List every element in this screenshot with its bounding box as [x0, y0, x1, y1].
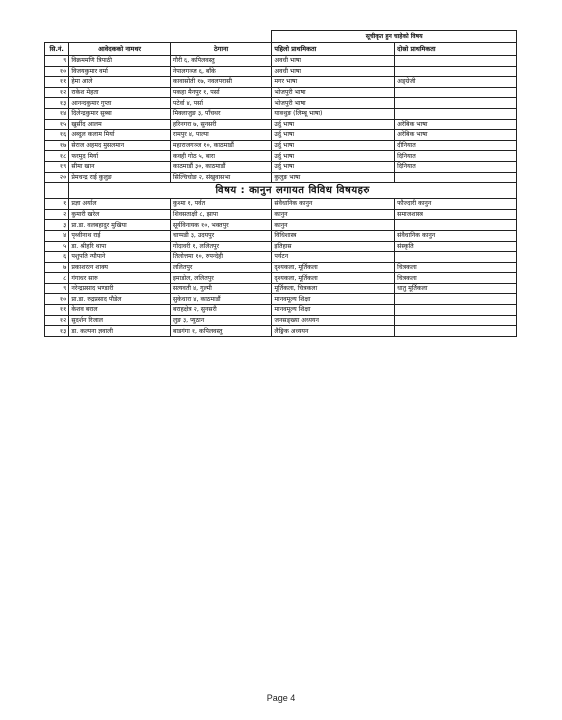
cell-s2: संवैधानिक कानुन: [395, 230, 517, 241]
cell-address: पटेर्वा ४, पर्सा: [170, 98, 272, 109]
cell-address: कुश्मा १, पर्वत: [170, 199, 272, 210]
cell-address: शिवसताक्षी ८, झापा: [170, 209, 272, 220]
table-row: [45, 262, 517, 273]
cell-sn: १७: [45, 140, 69, 151]
cell-address: लुङ ३, प्युठान: [170, 315, 272, 326]
cell-s2: अङ्ग्रेजी: [395, 77, 517, 88]
cell-name: विक्रममणि त्रिपाठी: [69, 56, 171, 67]
cell-s2: [395, 56, 517, 67]
cell-s2: धातु मूर्तिकला: [395, 283, 517, 294]
cell-s1: कानुन: [272, 220, 395, 231]
cell-s2: [395, 87, 517, 98]
cell-address: बाडगंगा १, कपिलवस्तु: [170, 326, 272, 337]
cell-name: विजयकुमार वर्मा: [69, 66, 171, 77]
cell-s2: [395, 294, 517, 305]
cell-name: आनन्दकुमार गुप्ता: [69, 98, 171, 109]
cell-s1: दृश्यकला, मूर्तिकला: [272, 262, 395, 273]
cell-sn: ३: [45, 220, 69, 231]
cell-s2: [395, 66, 517, 77]
cell-s1: मगर भाषा: [272, 77, 395, 88]
cell-name: सुदर्शन रिजाल: [69, 315, 171, 326]
cell-sn: २: [45, 209, 69, 220]
section-title: विषय : कानुन लगायत विविध विषयहरु: [69, 183, 517, 199]
table-row: [45, 66, 517, 77]
subjects-group-header: सूचीकृत हुन चाहेको विषय: [272, 31, 517, 43]
cell-name: पशुपति न्यौपाने: [69, 252, 171, 263]
cell-sn: १०: [45, 66, 69, 77]
cell-s1: लैङ्गिक अध्ययन: [272, 326, 395, 337]
page-number: Page 4: [266, 693, 296, 703]
cell-address: ललितपुर: [170, 262, 272, 273]
cell-name: प्रज्ञा अर्याल: [69, 199, 171, 210]
cell-sn: ४: [45, 230, 69, 241]
cell-address: गौरी ६, कपिलवस्तु: [170, 56, 272, 67]
cell-sn: १२: [45, 87, 69, 98]
cell-address: तिलोत्तमा १०, रुपन्देही: [170, 252, 272, 263]
cell-s1: मूर्तिकला, चित्रकला: [272, 283, 395, 294]
cell-s2: चित्रकला: [395, 262, 517, 273]
header-first-priority: पहिलो प्राथमिकता: [272, 43, 395, 56]
table-row: [45, 252, 517, 263]
cell-s2: दिनियात: [395, 151, 517, 162]
cell-address: मिक्लाजुङ ३, पाँचथर: [170, 108, 272, 119]
cell-address: गोदावरी १, ललितपुर: [170, 241, 272, 252]
cell-sn: ९: [45, 56, 69, 67]
cell-address: बराहक्षेत्र २, सुनसरी: [170, 305, 272, 316]
cell-s2: [395, 305, 517, 316]
cell-address: नेपालगञ्ज ६, बाँके: [170, 66, 272, 77]
cell-sn: ११: [45, 77, 69, 88]
cell-address: कवही गोठ ५, बारा: [170, 151, 272, 162]
cell-s2: [395, 108, 517, 119]
cell-s1: उर्दु भाषा: [272, 161, 395, 172]
cell-sn: ५: [45, 241, 69, 252]
cell-sn: ६: [45, 252, 69, 263]
cell-s2: [395, 326, 517, 337]
cell-s2: संस्कृति: [395, 241, 517, 252]
cell-address: हरिनगरा ७, सुनसरी: [170, 119, 272, 130]
cell-s1: भोजपुरी भाषा: [272, 87, 395, 98]
cell-address: सिल्चिचोङ २, संखुवासभा: [170, 172, 272, 183]
header-sn: सि.नं.: [45, 43, 69, 56]
cell-s2: दीनियात: [395, 140, 517, 151]
cell-sn: २०: [45, 172, 69, 183]
cell-s1: उर्दु भाषा: [272, 151, 395, 162]
cell-s1: मानवमूल्य शिक्षा: [272, 305, 395, 316]
cell-name: गंगाधर सारु: [69, 273, 171, 284]
header-name: आवेदकको नामथर: [69, 43, 171, 56]
table-row: [45, 98, 517, 109]
cell-sn: ११: [45, 305, 69, 316]
cell-s2: समाजशास्त्र: [395, 209, 517, 220]
table-header-row: [45, 43, 517, 56]
cell-name: प्रकाशरत्न शाक्य: [69, 262, 171, 273]
table-row: [45, 119, 517, 130]
cell-s1: जनसङ्ख्या अध्ययन: [272, 315, 395, 326]
table-row: [45, 326, 517, 337]
cell-s2: अरेबिक भाषा: [395, 130, 517, 141]
cell-sn: १३: [45, 98, 69, 109]
cell-address: पकहा मैनपुर १, पर्सा: [170, 87, 272, 98]
cell-name: हेमा आले: [69, 77, 171, 88]
table-row: [45, 199, 517, 210]
cell-s1: विधिशास्त्र: [272, 230, 395, 241]
document-page: [44, 30, 517, 337]
cell-sn: १८: [45, 151, 69, 162]
cell-s1: संवैधानिक कानुन: [272, 199, 395, 210]
cell-s1: उर्दु भाषा: [272, 140, 395, 151]
cell-sn: १४: [45, 108, 69, 119]
table-row: [45, 273, 517, 284]
cell-name: नरेन्द्रप्रसाद भण्डारी: [69, 283, 171, 294]
cell-address: इमाडोल, ललितपुर: [170, 273, 272, 284]
cell-sn: १: [45, 199, 69, 210]
cell-address: कावासोती १७, नवलपरासी: [170, 77, 272, 88]
cell-sn: १०: [45, 294, 69, 305]
cell-name: डा. कल्पना ज्ञवाली: [69, 326, 171, 337]
cell-name: डा. श्रीहरि थापा: [69, 241, 171, 252]
cell-sn: १२: [45, 315, 69, 326]
cell-s1: कुलुङ भाषा: [272, 172, 395, 183]
table-row: [45, 294, 517, 305]
cell-s1: मानवमूल्य शिक्षा: [272, 294, 395, 305]
cell-s2: [395, 172, 517, 183]
cell-address: सत्यवती ४, गुल्मी: [170, 283, 272, 294]
table-row: [45, 161, 517, 172]
table-row: [45, 172, 517, 183]
cell-s1: इतिहास: [272, 241, 395, 252]
cell-s1: दृश्यकला, मूर्तिकला: [272, 273, 395, 284]
cell-name: खुर्सीद आलम: [69, 119, 171, 130]
applicants-table: [44, 30, 517, 337]
cell-s1: भोजपुरी भाषा: [272, 98, 395, 109]
table-row: [45, 108, 517, 119]
subjects-group-header-row: [45, 31, 517, 43]
cell-name: सीमा खान: [69, 161, 171, 172]
cell-address: सूर्यविनायक १०, भक्तपुर: [170, 220, 272, 231]
cell-name: केशव बराल: [69, 305, 171, 316]
table-row: [45, 315, 517, 326]
cell-sn: १६: [45, 130, 69, 141]
cell-name: सेराज अहमद मुसलमान: [69, 140, 171, 151]
cell-address: चाप्पडी ३, उदयपुर: [170, 230, 272, 241]
cell-s1: उर्दु भाषा: [272, 119, 395, 130]
section-header-row: [45, 183, 517, 199]
cell-name: अब्दुल कलाम मिर्या: [69, 130, 171, 141]
cell-name: राकेश मेहता: [69, 87, 171, 98]
cell-address: सुकेधारा ४, काठमाडौं: [170, 294, 272, 305]
cell-s2: चित्रकला: [395, 273, 517, 284]
table-row: [45, 77, 517, 88]
cell-name: कुमारी खरेल: [69, 209, 171, 220]
section-blank-cell: [45, 183, 69, 199]
cell-s2: दिनियात: [395, 161, 517, 172]
cell-sn: १३: [45, 326, 69, 337]
cell-address: रामपुर ४, पाल्पा: [170, 130, 272, 141]
table-row: [45, 220, 517, 231]
cell-name: प्रेमचन्द्र राई कुलुङ: [69, 172, 171, 183]
cell-sn: १९: [45, 161, 69, 172]
cell-s2: अरेबिक भाषा: [395, 119, 517, 130]
cell-address: काठमाडौं ३०, काठमाडौं: [170, 161, 272, 172]
cell-sn: ८: [45, 273, 69, 284]
cell-name: पृथ्वीनाथ राई: [69, 230, 171, 241]
cell-address: महाराजगञ्ज १०, काठमाडौं: [170, 140, 272, 151]
cell-sn: १५: [45, 119, 69, 130]
header-address: ठेगाना: [170, 43, 272, 56]
cell-s2: फौज्दारी कानुन: [395, 199, 517, 210]
cell-name: प्रा.डा. रुद्रप्रसाद पौडेल: [69, 294, 171, 305]
cell-sn: ७: [45, 262, 69, 273]
cell-s1: उर्दु भाषा: [272, 130, 395, 141]
cell-s2: [395, 252, 517, 263]
cell-s1: अवधी भाषा: [272, 66, 395, 77]
cell-sn: ९: [45, 283, 69, 294]
table-row: [45, 151, 517, 162]
header-second-priority: दोस्रो प्राथमिकता: [395, 43, 517, 56]
cell-s2: [395, 315, 517, 326]
table-row: [45, 130, 517, 141]
cell-s2: [395, 220, 517, 231]
table-row: [45, 283, 517, 294]
table-row: [45, 140, 517, 151]
cell-s1: याक्थुङ (लिम्बू भाषा): [272, 108, 395, 119]
cell-s1: पर्यटन: [272, 252, 395, 263]
table-row: [45, 56, 517, 67]
table-row: [45, 230, 517, 241]
cell-s2: [395, 98, 517, 109]
table-row: [45, 305, 517, 316]
table-row: [45, 209, 517, 220]
table-row: [45, 87, 517, 98]
table-row: [45, 241, 517, 252]
cell-s1: अवधी भाषा: [272, 56, 395, 67]
cell-name: फरमुद मिर्या: [69, 151, 171, 162]
cell-name: दिलेन्द्रकुमार सुब्बा: [69, 108, 171, 119]
cell-name: प्रा.डा. वलबहादुर मुखिया: [69, 220, 171, 231]
cell-s1: कानुन: [272, 209, 395, 220]
